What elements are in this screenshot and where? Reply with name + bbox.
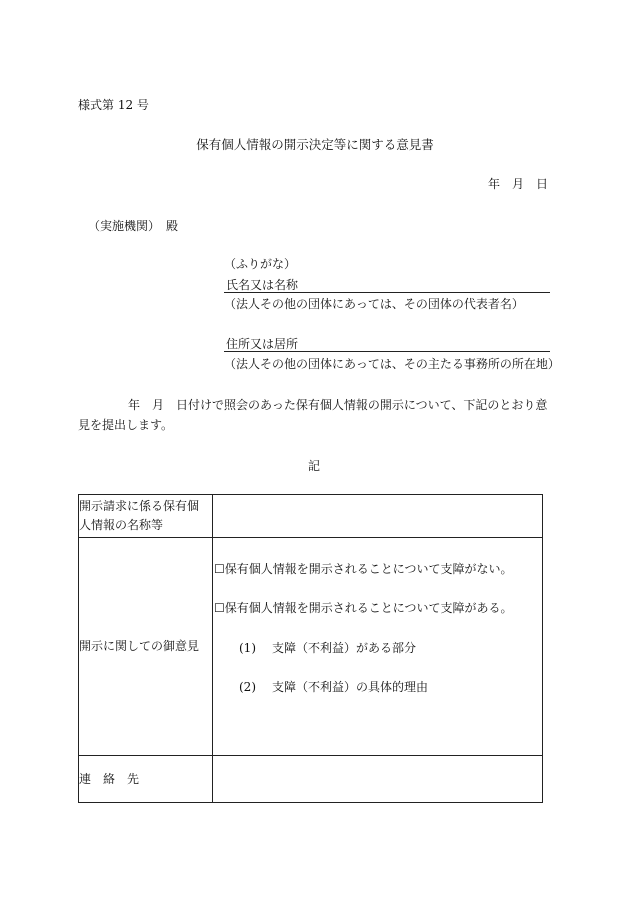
option-hindrance-checkbox[interactable]: ☐保有個人情報を開示されることについて支障がある。 (214, 601, 513, 615)
info-name-label-line1: 開示請求に係る保有個 (79, 499, 200, 513)
address-label: 住所又は居所 (226, 337, 299, 351)
table-row (79, 495, 543, 538)
address-note: （法人その他の団体にあっては、その主たる事務所の所在地） (224, 357, 560, 371)
document-title: 保有個人情報の開示決定等に関する意見書 (196, 137, 434, 152)
opinion-label: 開示に関しての御意見 (79, 538, 213, 756)
contact-field[interactable] (213, 756, 543, 803)
info-name-label-line2: 人情報の名称等 (79, 518, 164, 532)
sub-item-2-number: (2) (239, 680, 256, 694)
name-underline (224, 292, 550, 293)
date-line: 年 月 日 (487, 177, 548, 191)
table-row (79, 538, 543, 756)
sub-item-1-number: (1) (239, 641, 256, 655)
contact-label: 連 絡 先 (79, 756, 213, 803)
sub-item-1 (239, 642, 416, 654)
option-no-hindrance-checkbox[interactable]: ☐保有個人情報を開示されることについて支障がない。 (214, 562, 513, 576)
addressee: （実施機関） 殿 (88, 219, 179, 233)
opinion-field (213, 538, 543, 756)
address-underline (224, 351, 550, 352)
name-label: 氏名又は名称 (226, 278, 299, 292)
sub-item-2 (239, 681, 428, 693)
furigana-label: （ふりがな） (224, 257, 297, 271)
info-name-field[interactable] (213, 495, 543, 538)
sub-item-2-text: 支障（不利益）の具体的理由 (272, 680, 429, 694)
opinion-table (78, 494, 543, 803)
form-number: 様式第 12 号 (78, 98, 149, 112)
ki-heading: 記 (308, 459, 321, 473)
table-row (79, 756, 543, 803)
body-text-line2: 見を提出します。 (78, 418, 174, 432)
name-note: （法人その他の団体にあっては、その団体の代表者名） (224, 297, 524, 311)
body-text-line1: 年 月 日付けで照会のあった保有個人情報の開示について、下記のとおり意 (128, 398, 548, 412)
info-name-label (79, 495, 213, 538)
sub-item-1-text: 支障（不利益）がある部分 (272, 641, 417, 655)
